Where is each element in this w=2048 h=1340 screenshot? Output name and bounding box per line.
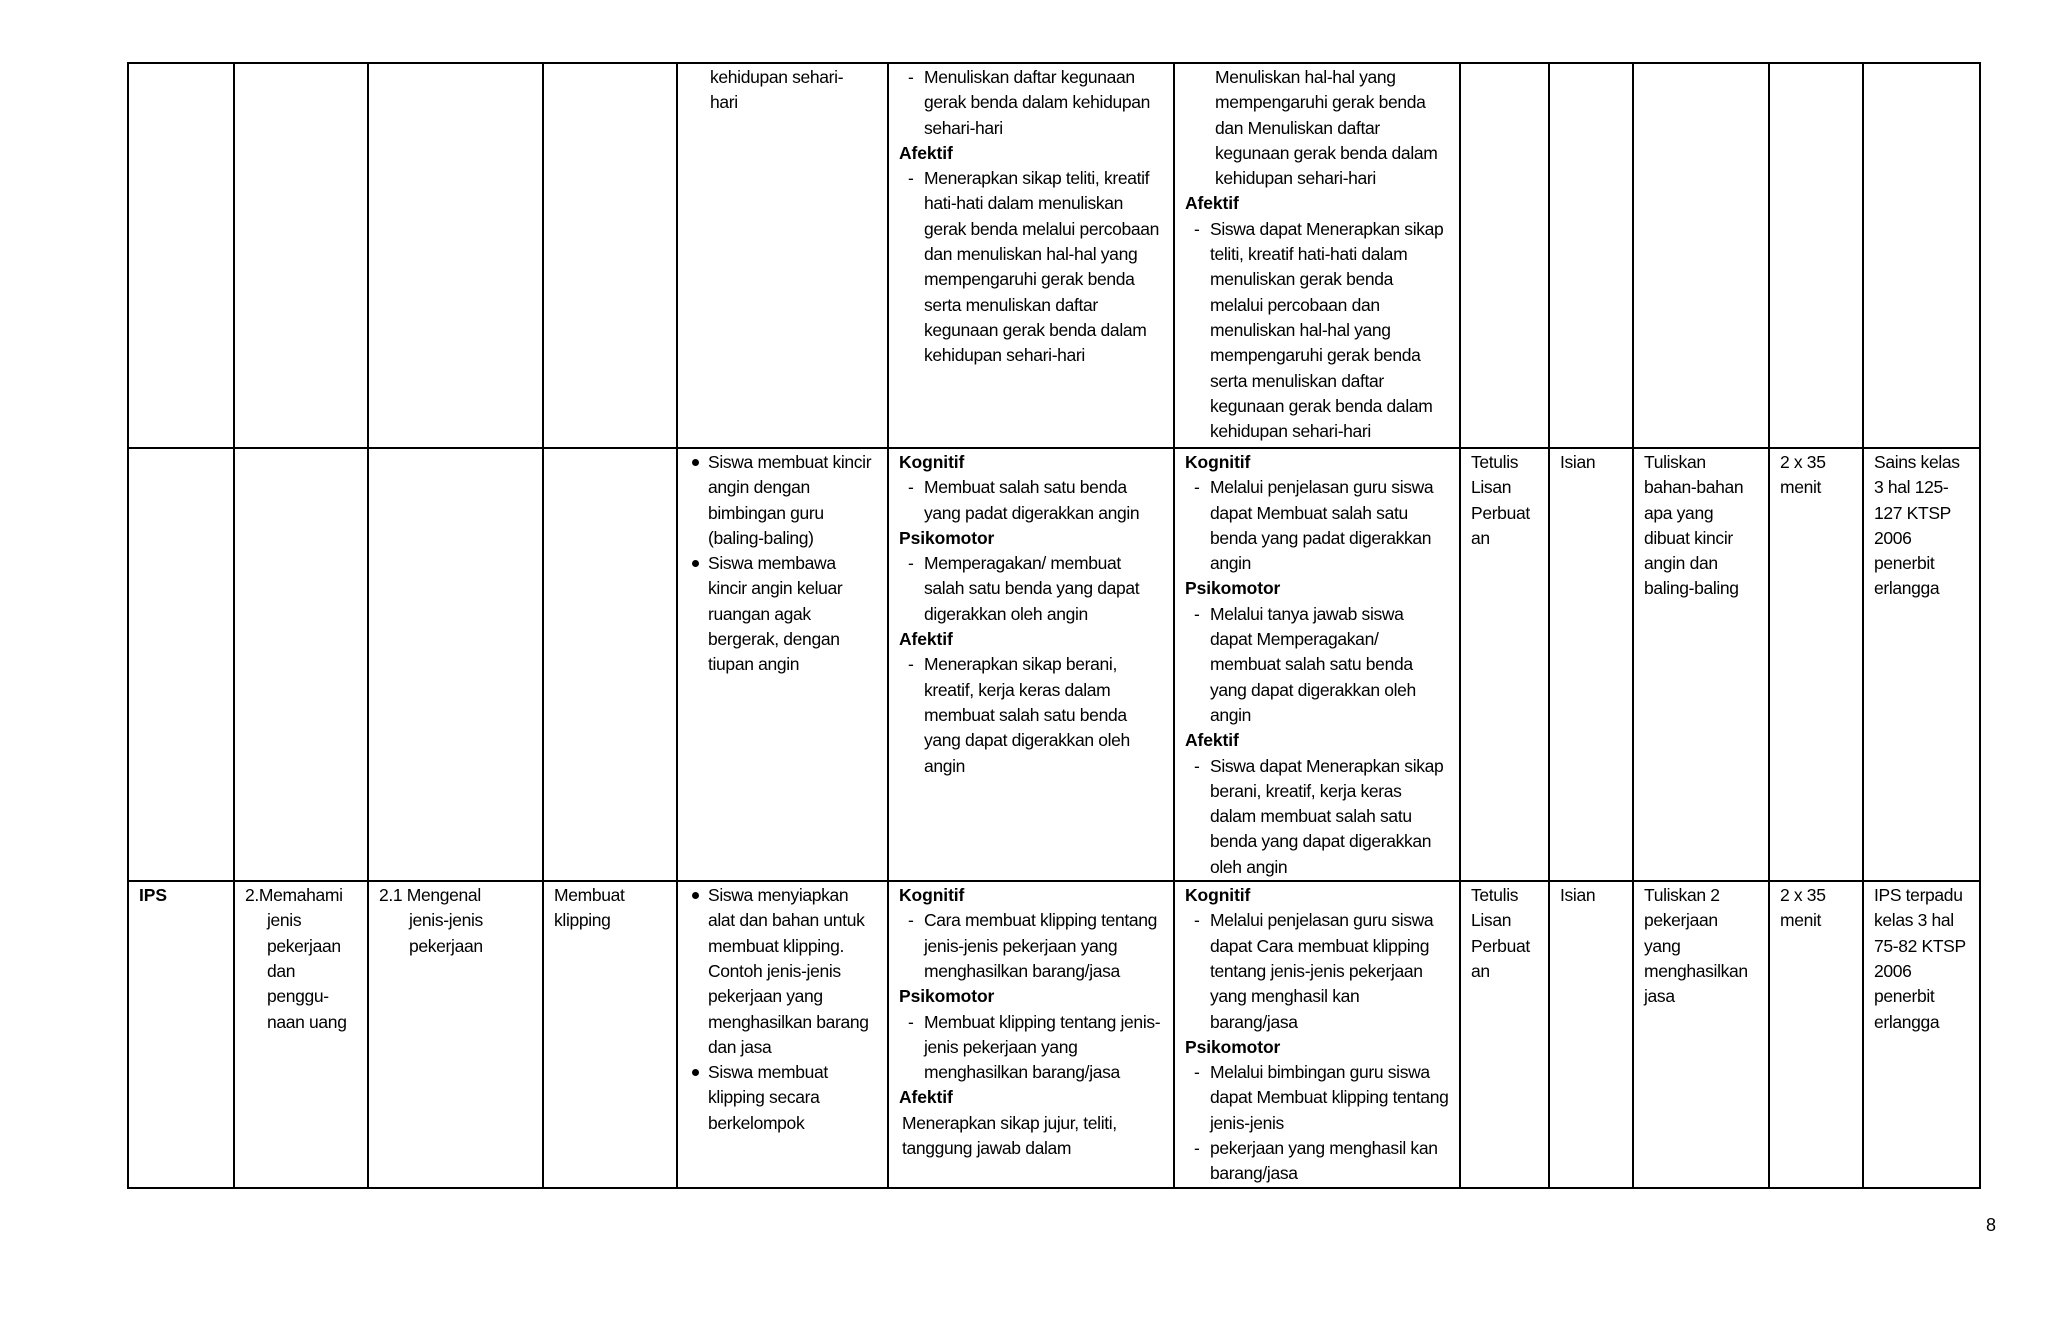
- cell-material: [543, 448, 677, 881]
- time-text: 2 x 35 menit: [1780, 452, 1826, 498]
- cell-basic-competency: [368, 63, 543, 448]
- objective-item: - pekerjaan yang menghasil kan barang/jasa: [1185, 1136, 1449, 1187]
- instrument-text: Tuliskan bahan-bahan apa yang dibuat kincir angin dan baling-baling: [1644, 452, 1744, 599]
- time-text: 2 x 35 menit: [1780, 885, 1826, 931]
- activity-text: hari: [710, 92, 738, 113]
- technique-line: Tetulis: [1471, 885, 1519, 906]
- cell-source: [1863, 448, 1980, 881]
- lesson-plan-table: [127, 62, 1981, 1189]
- cell-time: [1769, 63, 1863, 448]
- indicator-item: - Menerapkan sikap teliti, kreatif hati-hati dalam menuliskan gerak benda melalui percobaan dan menuliskan hal-hal yang mempengaruhi gerak benda serta menuliskan daftar kegunaan gerak benda dalam kehidupan sehari-hari: [899, 166, 1163, 368]
- competency-line: jenis: [267, 910, 302, 931]
- cell-subject: [128, 881, 234, 1188]
- cell-indicator: [888, 881, 1174, 1188]
- table-row: [128, 448, 1980, 881]
- cell-material: [543, 63, 677, 448]
- cell-competency: [234, 63, 368, 448]
- indicator-heading: Kognitif: [899, 452, 965, 472]
- objective-item: - Melalui penjelasan guru siswa dapat Cara membuat klipping tentang jenis-jenis pekerjaan yang menghasil kan barang/jasa: [1185, 908, 1449, 1034]
- cell-instrument: [1633, 881, 1769, 1188]
- indicator-heading: Psikomotor: [899, 986, 995, 1007]
- indicator-item: - Menerapkan sikap berani, kreatif, kerja keras dalam membuat salah satu benda yang dapat digerakkan oleh angin: [899, 652, 1163, 778]
- indicator-heading: Afektif: [899, 1087, 953, 1108]
- cell-technique: [1460, 881, 1549, 1188]
- cell-basic-competency: [368, 881, 543, 1188]
- basic-competency-line: 2.1 Mengenal: [379, 885, 481, 906]
- cell-activity: [677, 448, 888, 881]
- cell-technique: [1460, 448, 1549, 881]
- cell-subject: [128, 63, 234, 448]
- form-text: Isian: [1560, 452, 1596, 472]
- cell-activity: [677, 63, 888, 448]
- source-text: IPS terpadu kelas 3 hal 75-82 KTSP 2006 penerbit erlangga: [1874, 885, 1966, 1032]
- activity-item: Siswa membawa kincir angin keluar ruangan agak bergerak, dengan tiupan angin: [688, 551, 877, 677]
- indicator-item: - Menuliskan daftar kegunaan gerak benda dalam kehidupan sehari-hari: [899, 65, 1163, 141]
- objective-text: Menuliskan hal-hal yang mempengaruhi gerak benda dan Menuliskan daftar kegunaan gerak benda dalam kehidupan sehari-hari: [1215, 67, 1438, 189]
- activity-item: Siswa menyiapkan alat dan bahan untuk membuat klipping. Contoh jenis-jenis pekerjaan yang menghasilkan barang dan jasa: [688, 883, 877, 1060]
- objective-heading: Psikomotor: [1185, 1036, 1281, 1057]
- competency-line: pekerjaan: [267, 935, 341, 956]
- cell-objective: [1174, 448, 1460, 881]
- activity-item: Siswa membuat klipping secara berkelompok: [688, 1060, 877, 1136]
- objective-heading: Kognitif: [1185, 885, 1251, 906]
- competency-line: dan: [267, 960, 296, 981]
- objective-item: - Siswa dapat Menerapkan sikap teliti, kreatif hati-hati dalam menuliskan gerak benda melalui percobaan dan menuliskan hal-hal yang mempengaruhi gerak benda serta menuliskan daftar kegunaan gerak benda dalam kehidupan sehari-hari: [1185, 217, 1449, 445]
- indicator-item: - Membuat salah satu benda yang padat digerakkan angin: [899, 475, 1163, 526]
- cell-competency: [234, 881, 368, 1188]
- competency-line: naan uang: [267, 1011, 347, 1032]
- objective-item: - Melalui penjelasan guru siswa dapat Membuat salah satu benda yang padat digerakkan angin: [1185, 475, 1449, 576]
- indicator-text: Menerapkan sikap jujur, teliti, tanggung jawab dalam: [902, 1112, 1117, 1159]
- cell-form: [1549, 881, 1633, 1188]
- objective-item: - Melalui tanya jawab siswa dapat Memperagakan/ membuat salah satu benda yang dapat digerakkan oleh angin: [1185, 602, 1449, 728]
- objective-heading: Kognitif: [1185, 452, 1251, 472]
- indicator-heading: Psikomotor: [899, 527, 995, 548]
- indicator-item: - Membuat klipping tentang jenis-jenis pekerjaan yang menghasilkan barang/jasa: [899, 1010, 1163, 1086]
- cell-competency: [234, 448, 368, 881]
- activity-item: Siswa membuat kincir angin dengan bimbingan guru (baling-baling): [688, 450, 877, 551]
- cell-form: [1549, 63, 1633, 448]
- objective-heading: Afektif: [1185, 193, 1239, 214]
- instrument-text: Tuliskan 2 pekerjaan yang menghasilkan jasa: [1644, 885, 1748, 1007]
- cell-source: [1863, 881, 1980, 1188]
- objective-heading: Afektif: [1185, 730, 1239, 751]
- cell-material: [543, 881, 677, 1188]
- technique-line: Tetulis: [1471, 452, 1519, 472]
- objective-item: - Siswa dapat Menerapkan sikap berani, kreatif, kerja keras dalam membuat salah satu benda yang dapat digerakkan oleh angin: [1185, 754, 1449, 880]
- technique-line: Perbuat: [1471, 502, 1530, 523]
- technique-line: Lisan: [1471, 910, 1512, 931]
- cell-indicator: [888, 63, 1174, 448]
- cell-instrument: [1633, 448, 1769, 881]
- table-row: [128, 63, 1980, 448]
- cell-indicator: [888, 448, 1174, 881]
- indicator-heading: Afektif: [899, 142, 953, 163]
- indicator-item: - Cara membuat klipping tentang jenis-jenis pekerjaan yang menghasilkan barang/jasa: [899, 908, 1163, 984]
- objective-item: - Melalui bimbingan guru siswa dapat Membuat klipping tentang jenis-jenis: [1185, 1060, 1449, 1136]
- indicator-heading: Kognitif: [899, 885, 965, 906]
- cell-time: [1769, 881, 1863, 1188]
- competency-line: penggu-: [267, 986, 329, 1007]
- cell-technique: [1460, 63, 1549, 448]
- form-text: Isian: [1560, 885, 1596, 906]
- indicator-item: - Memperagakan/ membuat salah satu benda yang dapat digerakkan oleh angin: [899, 551, 1163, 627]
- cell-objective: [1174, 63, 1460, 448]
- basic-competency-line: jenis-jenis: [409, 910, 483, 931]
- cell-source: [1863, 63, 1980, 448]
- technique-line: an: [1471, 527, 1490, 548]
- source-text: Sains kelas 3 hal 125-127 KTSP 2006 penerbit erlangga: [1874, 452, 1960, 599]
- material-line: klipping: [554, 910, 611, 931]
- cell-activity: [677, 881, 888, 1188]
- cell-form: [1549, 448, 1633, 881]
- cell-time: [1769, 448, 1863, 881]
- technique-line: an: [1471, 960, 1490, 981]
- table-row: [128, 881, 1980, 1188]
- subject-text: IPS: [139, 885, 167, 906]
- competency-line: 2.Memahami: [245, 885, 343, 906]
- basic-competency-line: pekerjaan: [409, 935, 483, 956]
- cell-instrument: [1633, 63, 1769, 448]
- objective-heading: Psikomotor: [1185, 578, 1281, 599]
- cell-subject: [128, 448, 234, 881]
- cell-basic-competency: [368, 448, 543, 881]
- indicator-heading: Afektif: [899, 629, 953, 650]
- technique-line: Perbuat: [1471, 935, 1530, 956]
- cell-objective: [1174, 881, 1460, 1188]
- technique-line: Lisan: [1471, 477, 1512, 498]
- material-line: Membuat: [554, 885, 625, 906]
- activity-text: kehidupan sehari-: [710, 67, 844, 87]
- page-number: 8: [1986, 1215, 1997, 1235]
